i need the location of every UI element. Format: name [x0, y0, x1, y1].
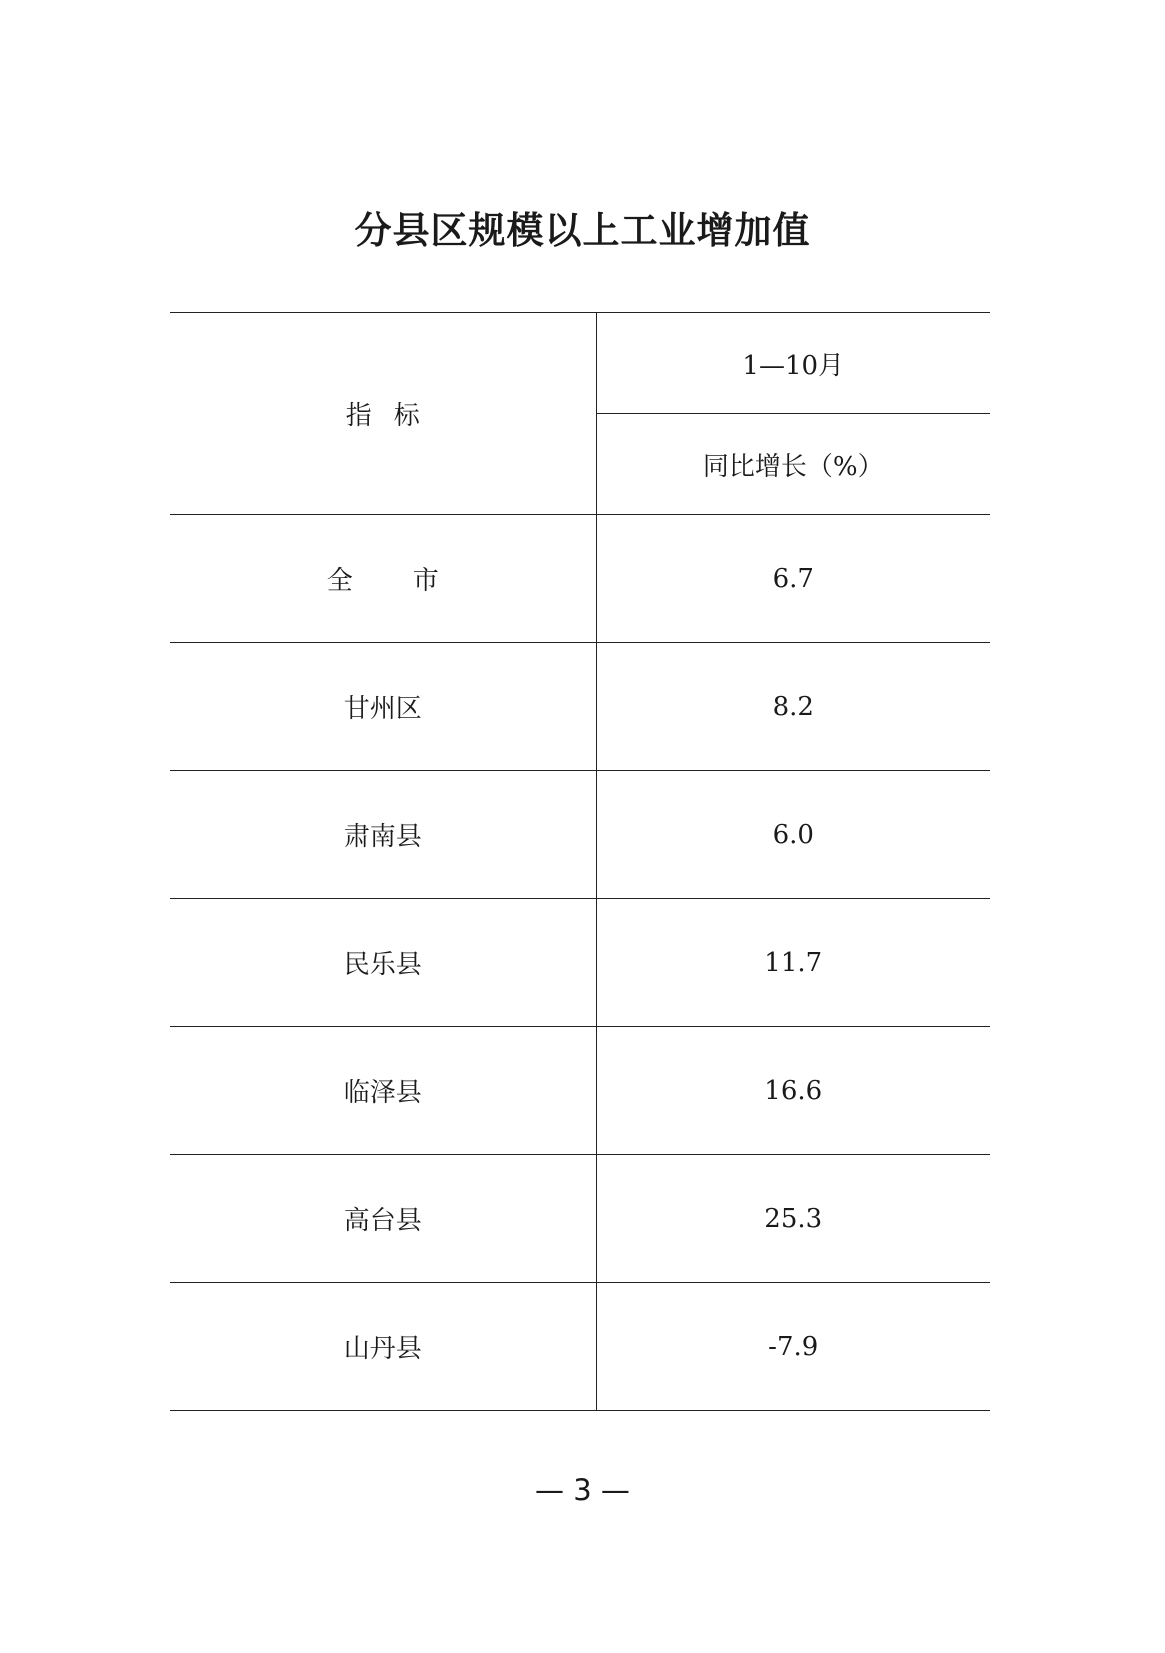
table-row: [170, 899, 990, 1027]
header-indicator: [170, 313, 596, 515]
page-title: 分县区规模以上工业增加值: [354, 209, 811, 252]
row-value: 25.3: [596, 1155, 990, 1283]
page-number: — 3 —: [535, 1473, 630, 1507]
row-value: 16.6: [596, 1027, 990, 1155]
row-value: 8.2: [596, 643, 990, 771]
row-name: 山丹县: [170, 1283, 596, 1411]
row-value: 6.0: [596, 771, 990, 899]
table-row: [170, 515, 990, 643]
data-table: [170, 312, 990, 1411]
row-value: 6.7: [596, 515, 990, 643]
table-row: [170, 1027, 990, 1155]
header-metric: 同比增长（%）: [596, 414, 990, 515]
header-period: 1—10月: [596, 313, 990, 414]
row-value: -7.9: [596, 1283, 990, 1411]
row-name: [170, 515, 596, 643]
row-name: 肃南县: [170, 771, 596, 899]
table-row: [170, 771, 990, 899]
row-value: 11.7: [596, 899, 990, 1027]
header-indicator-label: 指标: [345, 401, 442, 431]
table-row: [170, 1283, 990, 1411]
row-name: 甘州区: [170, 643, 596, 771]
table-row: [170, 643, 990, 771]
row-name: 高台县: [170, 1155, 596, 1283]
row-name: 民乐县: [170, 899, 596, 1027]
row-name: 临泽县: [170, 1027, 596, 1155]
table-row: [170, 1155, 990, 1283]
table-header-row: [170, 313, 990, 414]
row-name-text: 全市: [326, 566, 499, 596]
